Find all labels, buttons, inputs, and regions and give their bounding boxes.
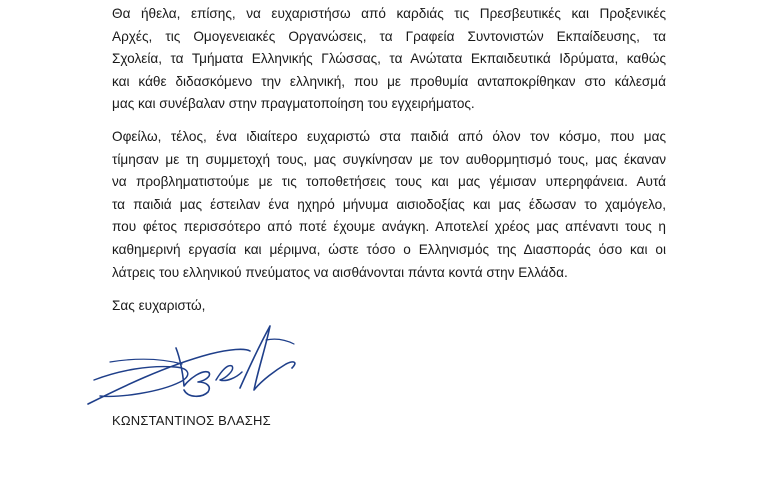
paragraph-line: τα παιδιά μας έστειλαν ένα ηχηρό μήνυμα αισιοδοξίας και μας έδωσαν το χαμόγελο, — [112, 196, 666, 212]
paragraph-line: Οφείλω, τέλος, ένα ιδιαίτερο ευχαριστώ στα παιδιά από όλον τον κόσμο, που μας — [112, 129, 666, 144]
paragraph-line: λάτρεις του ελληνικού πνεύματος να αισθάνονται πάντα κοντά στην Ελλάδα. — [112, 264, 568, 280]
paragraph-line: μας και συνέβαλαν στην πραγματοποίηση του εγχειρήματος. — [112, 96, 475, 112]
paragraph-line: να προβληματιστούμε με τις τοποθετήσεις τους και μας γέμισαν υπερηφάνεια. Αυτά — [112, 174, 666, 190]
handwritten-signature — [80, 318, 310, 418]
paragraph-thanks-institutions — [112, 3, 666, 116]
paragraph-line: Θα ήθελα, επίσης, να ευχαριστήσω από καρδιάς τις Πρεσβευτικές και Προξενικές — [112, 6, 666, 21]
paragraph-line: Αρχές, τις Ομογενειακές Οργανώσεις, τα Γραφεία Συντονιστών Εκπαίδευσης, τα — [112, 28, 666, 44]
signer-name: ΚΩΝΣΤΑΝΤΙΝΟΣ ΒΛΑΣΗΣ — [112, 413, 271, 428]
paragraph-line: Σχολεία, τα Τμήματα Ελληνικής Γλώσσας, τα Ανώτατα Εκπαιδευτικά Ιδρύματα, καθώς — [112, 51, 666, 67]
paragraph-line: που φέτος περισσότερο από ποτέ έχουμε ανάγκη. Αποτελεί χρέος μας απέναντι τους η — [112, 219, 666, 235]
paragraph-thanks-children — [112, 126, 666, 284]
paragraph-line: τίμησαν με τη συμμετοχή τους, μας συγκίνησαν με τον αυθορμητισμό τους, μας έκαναν — [112, 151, 666, 167]
paragraph-line: και κάθε διδασκόμενο την ελληνική, που με προθυμία ανταποκρίθηκαν στο κάλεσμά — [112, 73, 666, 89]
closing-salutation: Σας ευχαριστώ, — [112, 298, 206, 313]
paragraph-line: καθημερινή εργασία και μέριμνα, ώστε τόσο ο Ελληνισμός της Διασποράς όσο και οι — [112, 241, 666, 257]
